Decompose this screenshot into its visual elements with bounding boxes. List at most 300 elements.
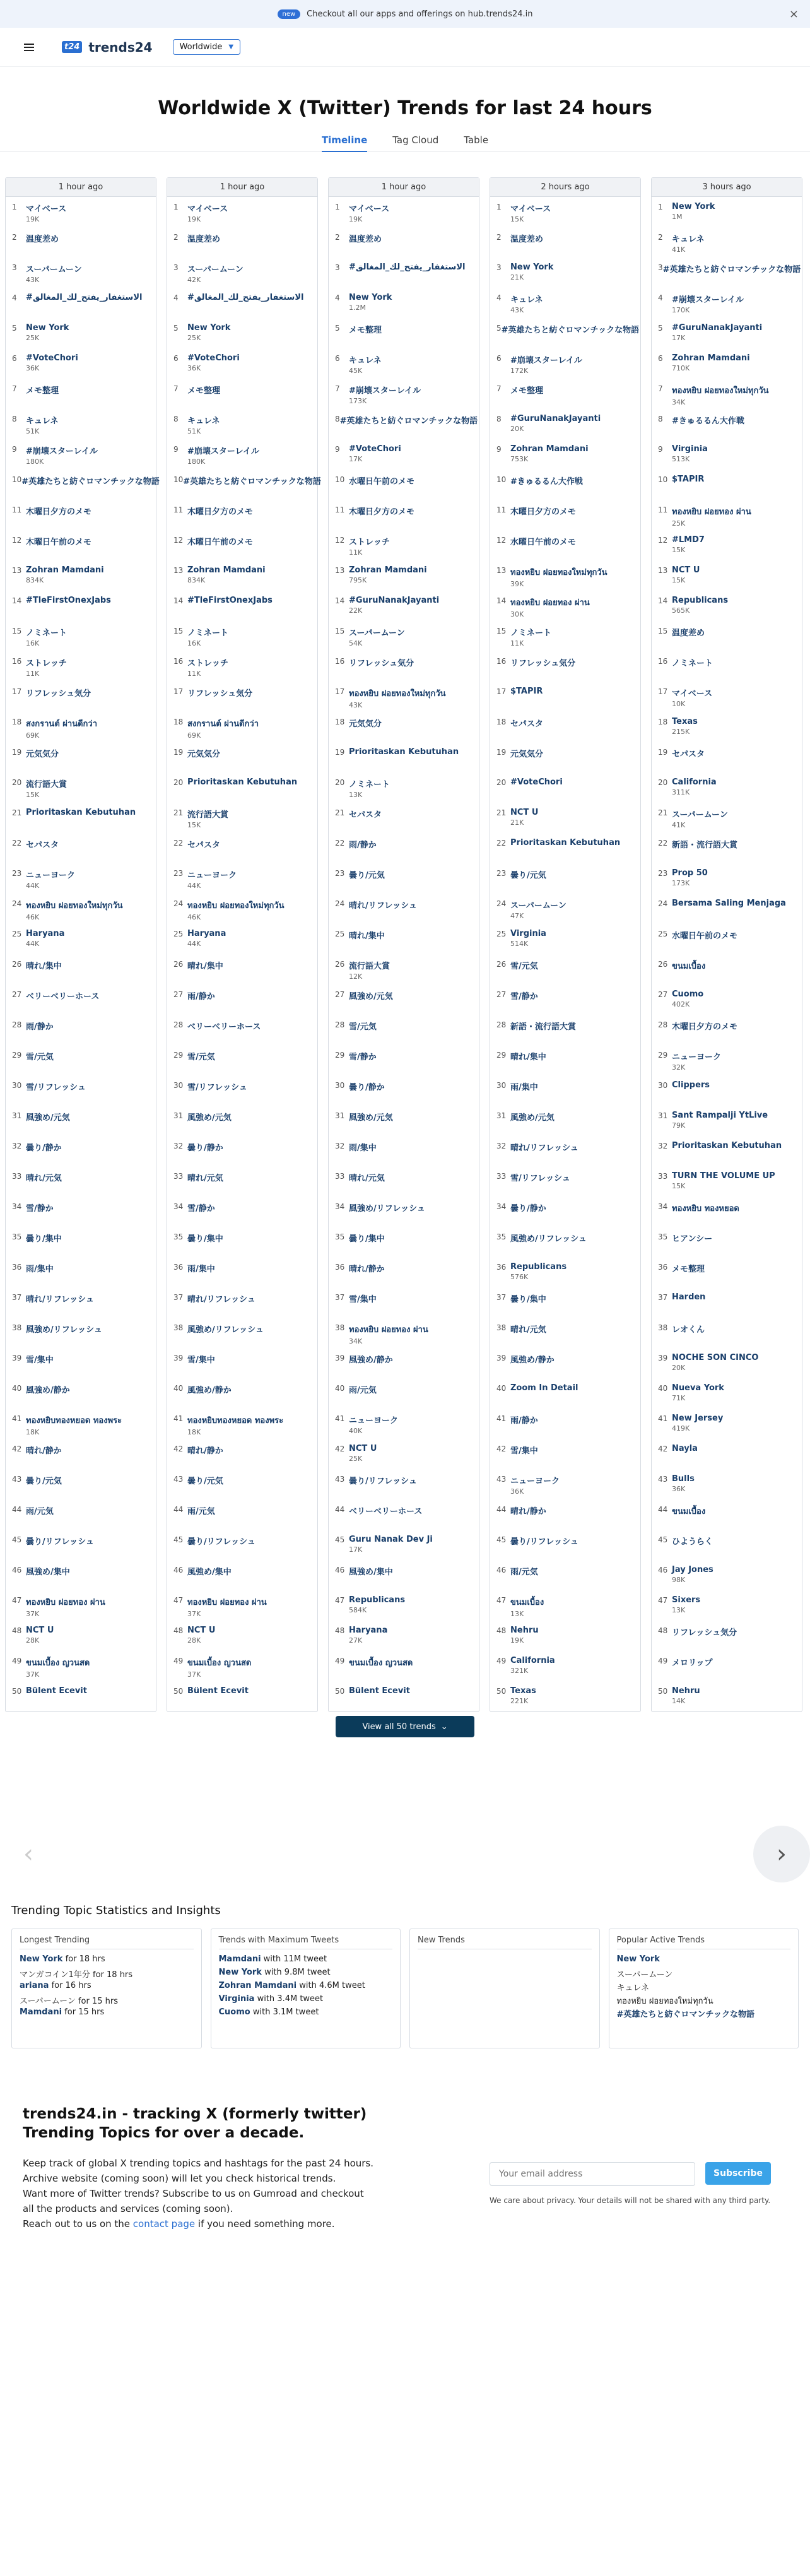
trend-link[interactable]: メモ整理 bbox=[510, 386, 544, 396]
trend-link[interactable]: New York bbox=[510, 263, 554, 272]
trend-link[interactable]: 雪/静か bbox=[349, 1053, 377, 1062]
trend-link[interactable]: セパスタ bbox=[187, 841, 221, 850]
view-all-button[interactable] bbox=[336, 1716, 474, 1737]
trend-link[interactable]: สงกรานต์ ผ่านดีกว่า bbox=[187, 719, 259, 729]
trend-link[interactable]: 雨/集中 bbox=[510, 1083, 538, 1092]
trend-link[interactable]: 晴れ/リフレッシュ bbox=[26, 1295, 94, 1304]
trend-link[interactable]: リフレッシュ気分 bbox=[349, 659, 414, 668]
trend-link[interactable]: 曇り/元気 bbox=[349, 871, 385, 880]
trend-link[interactable]: TURN THE VOLUME UP bbox=[672, 1171, 775, 1181]
trend-link[interactable]: 元気気分 bbox=[349, 719, 382, 729]
trend-link[interactable]: New York bbox=[26, 323, 69, 333]
trend-link[interactable]: 新語・流行語大賞 bbox=[672, 841, 738, 850]
trend-link[interactable]: #崩壊スターレイル bbox=[349, 386, 421, 396]
trend-link[interactable]: #崩壊スターレイル bbox=[672, 295, 744, 305]
trend-link[interactable]: New York bbox=[349, 293, 392, 302]
trend-link[interactable]: ベリーベリーホース bbox=[349, 1507, 423, 1516]
trend-link[interactable]: 雪/静か bbox=[510, 992, 538, 1001]
stat-trend-link[interactable]: Virginia bbox=[218, 1994, 255, 2004]
trend-link[interactable]: 曇り/静か bbox=[349, 1083, 385, 1092]
trend-link[interactable]: キュレネ bbox=[510, 295, 543, 305]
trend-link[interactable]: 風強め/集中 bbox=[187, 1568, 232, 1577]
stat-trend-link[interactable]: #英雄たちと紡ぐロマンチックな物語 bbox=[616, 2010, 755, 2019]
trend-link[interactable]: 雨/静か bbox=[510, 1416, 538, 1426]
trend-link[interactable]: スーパームーン bbox=[187, 265, 244, 275]
trend-link[interactable]: 曇り/集中 bbox=[510, 1295, 546, 1304]
trend-link[interactable]: 晴れ/集中 bbox=[349, 931, 385, 941]
trend-text bbox=[510, 293, 634, 318]
trend-link[interactable]: ทองหยิบ ฝอยทอง ผ่าน bbox=[187, 1598, 267, 1607]
trend-link[interactable]: 晴れ/リフレッシュ bbox=[349, 901, 417, 911]
trend-link[interactable]: Nueva York bbox=[672, 1383, 724, 1393]
trend-link[interactable]: ทองหยิบทองหยอด ทองพระ bbox=[26, 1416, 122, 1426]
trend-link[interactable]: 雪/静か bbox=[26, 1204, 54, 1214]
trend-link[interactable]: Prioritaskan Kebutuhan bbox=[26, 808, 136, 817]
trend-link[interactable]: 晴れ/集中 bbox=[187, 962, 223, 971]
trend-link[interactable]: 風強め/リフレッシュ bbox=[349, 1204, 425, 1214]
trend-link[interactable]: Nayla bbox=[672, 1444, 698, 1453]
trend-link[interactable]: 晴れ/元気 bbox=[26, 1174, 62, 1183]
trend-link[interactable]: 木曜日午前のメモ bbox=[187, 538, 254, 547]
trend-link[interactable]: NCT U bbox=[510, 808, 539, 817]
trend-link[interactable]: 雪/リフレッシュ bbox=[26, 1083, 86, 1092]
trend-link[interactable]: Clippers bbox=[672, 1080, 710, 1090]
trend-link[interactable]: 晴れ/集中 bbox=[26, 962, 62, 971]
stat-trend-link[interactable]: Mamdani bbox=[218, 1954, 261, 1964]
trend-link[interactable]: ストレッチ bbox=[26, 659, 67, 668]
trend-link[interactable]: 風強め/元気 bbox=[26, 1113, 70, 1123]
location-select[interactable] bbox=[173, 39, 240, 55]
trend-rank: 17 bbox=[173, 687, 184, 696]
trend-link[interactable]: 曇り/リフレッシュ bbox=[187, 1537, 255, 1547]
trend-link[interactable]: スーパームーン bbox=[349, 629, 405, 638]
trend-link[interactable]: 雨/静か bbox=[349, 841, 377, 850]
trend-link[interactable]: #崩壊スターレイル bbox=[26, 447, 98, 456]
trend-link[interactable]: $TAPIR bbox=[510, 687, 543, 696]
menu-icon[interactable] bbox=[24, 44, 34, 51]
trend-link[interactable]: 風強め/静か bbox=[187, 1386, 232, 1395]
trend-link[interactable]: 雨/元気 bbox=[187, 1507, 215, 1516]
trend-link[interactable]: ノミネート bbox=[349, 780, 390, 789]
trend-rank: 26 bbox=[173, 960, 184, 969]
trend-rank: 20 bbox=[173, 778, 184, 787]
trend-link[interactable]: 風強め/元気 bbox=[510, 1113, 555, 1123]
contact-page-link[interactable]: contact page bbox=[132, 2218, 196, 2230]
trend-link[interactable]: リフレッシュ気分 bbox=[187, 689, 253, 699]
trend-link[interactable]: Republicans bbox=[349, 1595, 406, 1605]
trend-link[interactable]: ノミネート bbox=[510, 629, 552, 638]
trend-link[interactable]: メモ整理 bbox=[672, 1265, 705, 1274]
trend-link[interactable]: 流行語大賞 bbox=[349, 962, 390, 971]
trend-link[interactable]: 風強め/静か bbox=[349, 1356, 393, 1365]
trend-link[interactable]: #きゅるるん大作戦 bbox=[672, 417, 744, 426]
trend-link[interactable]: #GuruNanakJayanti bbox=[672, 323, 763, 333]
trend-link[interactable]: ヒアンシー bbox=[672, 1234, 713, 1244]
trend-link[interactable]: 風強め/静か bbox=[26, 1386, 70, 1395]
trend-link[interactable]: Zohran Mamdani bbox=[187, 565, 266, 575]
trend-text bbox=[349, 293, 472, 318]
trend-link[interactable]: ニューヨーク bbox=[349, 1416, 399, 1426]
trend-link[interactable]: 晴れ/元気 bbox=[187, 1174, 223, 1183]
trend-link[interactable]: NCT U bbox=[349, 1444, 377, 1453]
trend-link[interactable]: 風強め/リフレッシュ bbox=[510, 1234, 587, 1244]
trend-link[interactable]: #英雄たちと紡ぐロマンチックな物語 bbox=[21, 477, 160, 487]
trend-link[interactable]: ขนมเบื้อง bbox=[672, 1507, 706, 1516]
trend-link[interactable]: 曇り/リフレッシュ bbox=[510, 1537, 578, 1547]
trend-link[interactable]: 曇り/元気 bbox=[510, 871, 546, 880]
trend-link[interactable]: 晴れ/静か bbox=[26, 1446, 62, 1456]
trend-link[interactable]: 木曜日夕方のメモ bbox=[26, 507, 92, 517]
trend-link[interactable]: Bülent Ecevit bbox=[349, 1686, 410, 1696]
stat-trend-link[interactable]: New York bbox=[616, 1954, 660, 1964]
trend-link[interactable]: NCT U bbox=[672, 565, 700, 575]
trend-link[interactable]: ขนมเบื้อง bbox=[510, 1598, 544, 1607]
trend-link[interactable]: #VoteChori bbox=[510, 777, 563, 787]
trend-rank: 22 bbox=[496, 839, 507, 848]
trend-link[interactable]: マイベース bbox=[510, 204, 551, 214]
trend-text bbox=[510, 777, 634, 803]
trend-link[interactable]: Republicans bbox=[510, 1262, 567, 1272]
trend-link[interactable]: ひようらく bbox=[672, 1537, 713, 1547]
trend-link[interactable]: 晴れ/リフレッシュ bbox=[187, 1295, 255, 1304]
trend-link[interactable]: 雪/集中 bbox=[187, 1356, 215, 1365]
tweet-count: 28K bbox=[187, 1636, 201, 1645]
trend-link[interactable]: Sant Rampalji YtLive bbox=[672, 1111, 768, 1120]
carousel-prev-button[interactable]: ‹ bbox=[23, 1840, 33, 1869]
trend-link[interactable]: ノミネート bbox=[187, 629, 229, 638]
trend-link[interactable]: ทองหยิบ ฝอยทองใหม่ทุกวัน bbox=[26, 901, 123, 911]
trend-link[interactable]: 温度差め bbox=[26, 235, 59, 244]
trend-link[interactable]: ทองหยิบ ทองหยอด bbox=[672, 1204, 739, 1214]
trend-link[interactable]: #VoteChori bbox=[349, 444, 401, 454]
trend-link[interactable]: #GuruNanakJayanti bbox=[510, 414, 601, 423]
trend-link[interactable]: ขนมเบื้อง bbox=[672, 962, 706, 971]
trend-link[interactable]: #きゅるるん大作戦 bbox=[510, 477, 583, 487]
tweet-count: 172K bbox=[510, 367, 529, 375]
trend-column bbox=[651, 177, 802, 1712]
logo-text[interactable]: trends24 bbox=[88, 39, 153, 55]
trend-link[interactable]: セパスタ bbox=[26, 841, 59, 850]
trend-link[interactable]: #崩壊スターレイル bbox=[187, 447, 259, 456]
trend-link[interactable]: 木曜日夕方のメモ bbox=[672, 1022, 738, 1032]
trend-link[interactable]: 晴れ/元気 bbox=[510, 1325, 546, 1335]
trend-link[interactable]: ขนมเบื้อง ญวนสด bbox=[349, 1658, 413, 1668]
trend-rank: 9 bbox=[496, 445, 502, 454]
trend-link[interactable]: Prioritaskan Kebutuhan bbox=[349, 747, 459, 757]
trend-link[interactable]: 曇り/静か bbox=[26, 1143, 62, 1153]
trend-link[interactable]: 風強め/元気 bbox=[349, 992, 393, 1001]
trend-link[interactable]: ทองหยิบ ฝอยทองใหม่ทุกวัน bbox=[187, 901, 285, 911]
stat-trend-link[interactable]: ariana bbox=[20, 1981, 49, 1990]
trend-link[interactable]: 風強め/集中 bbox=[26, 1568, 70, 1577]
trend-link[interactable]: 元気気分 bbox=[26, 750, 59, 759]
trend-link[interactable]: 雪/リフレッシュ bbox=[187, 1083, 247, 1092]
trend-link[interactable]: 温度差め bbox=[672, 629, 705, 638]
trend-link[interactable]: Harden bbox=[672, 1292, 706, 1302]
trend-link[interactable]: 雨/元気 bbox=[510, 1568, 538, 1577]
trend-link[interactable]: 雪/元気 bbox=[26, 1053, 54, 1062]
trend-link[interactable]: ベリーベリーホース bbox=[187, 1022, 261, 1032]
trend-link[interactable]: New York bbox=[672, 202, 715, 211]
trend-link[interactable]: 晴れ/静か bbox=[187, 1446, 223, 1456]
trend-link[interactable]: NCT U bbox=[187, 1626, 216, 1635]
trend-link[interactable]: New York bbox=[187, 323, 231, 333]
trend-link[interactable]: Texas bbox=[510, 1686, 536, 1696]
trend-link[interactable]: キュレネ bbox=[187, 417, 220, 426]
trend-link[interactable]: ニューヨーク bbox=[26, 871, 76, 880]
trend-link[interactable]: 木曜日夕方のメモ bbox=[510, 507, 577, 517]
trend-link[interactable]: 温度差め bbox=[349, 235, 382, 244]
trend-link[interactable]: マイベース bbox=[672, 689, 713, 699]
trend-link[interactable]: NCT U bbox=[26, 1626, 54, 1635]
trend-link[interactable]: ノミネート bbox=[672, 659, 713, 668]
trend-link[interactable]: 元気気分 bbox=[510, 750, 544, 759]
trend-link[interactable]: 温度差め bbox=[510, 235, 544, 244]
trend-rank: 44 bbox=[496, 1505, 507, 1514]
view-tabs bbox=[0, 134, 810, 152]
trend-link[interactable]: 曇り/集中 bbox=[26, 1234, 62, 1244]
trend-link[interactable]: キュレネ bbox=[349, 356, 382, 365]
close-icon[interactable]: × bbox=[789, 8, 799, 21]
trend-link[interactable]: #TleFirstOnexJabs bbox=[187, 596, 273, 605]
stat-trend-link[interactable]: New York bbox=[218, 1968, 262, 1977]
trend-link[interactable]: スーパームーン bbox=[26, 265, 82, 275]
trend-link[interactable]: セパスタ bbox=[349, 810, 382, 820]
email-field[interactable] bbox=[490, 2162, 695, 2186]
trend-text bbox=[26, 1474, 150, 1499]
trend-link[interactable]: Prop 50 bbox=[672, 868, 708, 878]
trend-link[interactable]: ニューヨーク bbox=[187, 871, 237, 880]
trend-link[interactable]: $TAPIR bbox=[672, 475, 705, 484]
trend-link[interactable]: 晴れ/静か bbox=[510, 1507, 546, 1516]
tweet-count: 1M bbox=[672, 213, 683, 221]
trend-item bbox=[490, 772, 640, 803]
trend-link[interactable]: 風強め/集中 bbox=[349, 1568, 393, 1577]
trend-link[interactable]: Texas bbox=[672, 717, 698, 726]
trend-link[interactable]: 曇り/静か bbox=[187, 1143, 223, 1153]
trend-link[interactable]: スーパームーン bbox=[510, 901, 566, 911]
trend-link[interactable]: Zohran Mamdani bbox=[26, 565, 104, 575]
trend-link[interactable]: สงกรานต์ ผ่านดีกว่า bbox=[26, 719, 98, 729]
trend-link[interactable]: Zoom In Detail bbox=[510, 1383, 578, 1393]
trend-link[interactable]: Virginia bbox=[672, 444, 708, 454]
trend-link[interactable]: メモ整理 bbox=[26, 386, 59, 396]
trend-link[interactable]: ストレッチ bbox=[349, 538, 390, 547]
trend-link[interactable]: 雪/元気 bbox=[510, 962, 538, 971]
trend-link[interactable]: キュレネ bbox=[26, 417, 59, 426]
trend-link[interactable]: 曇り/静か bbox=[510, 1204, 546, 1214]
trend-link[interactable]: 雪/リフレッシュ bbox=[510, 1174, 570, 1183]
trend-link[interactable]: 雨/元気 bbox=[26, 1507, 54, 1516]
trend-link[interactable]: 雪/集中 bbox=[349, 1295, 377, 1304]
trend-link[interactable]: ニューヨーク bbox=[672, 1053, 722, 1062]
trend-link[interactable]: 曇り/集中 bbox=[349, 1234, 385, 1244]
trend-link[interactable]: 雨/集中 bbox=[349, 1143, 377, 1153]
trend-link[interactable]: 曇り/元気 bbox=[187, 1477, 223, 1486]
trend-link[interactable]: #الاستغفار_يفتح_لك_المغالق bbox=[187, 293, 304, 302]
trend-link[interactable]: Zohran Mamdani bbox=[510, 444, 589, 454]
trend-link[interactable]: メロリップ bbox=[672, 1658, 713, 1668]
trend-link[interactable]: Nehru bbox=[510, 1626, 539, 1635]
trend-link[interactable]: 木曜日夕方のメモ bbox=[187, 507, 254, 517]
trend-link[interactable]: レオくん bbox=[672, 1325, 705, 1335]
trend-link[interactable]: 雨/集中 bbox=[26, 1265, 54, 1274]
trend-link[interactable]: 晴れ/リフレッシュ bbox=[510, 1143, 578, 1153]
trend-link[interactable]: 曇り/リフレッシュ bbox=[26, 1537, 94, 1547]
trend-rank: 39 bbox=[173, 1354, 184, 1362]
tab-timeline[interactable]: Timeline bbox=[322, 134, 367, 152]
trend-link[interactable]: 元気気分 bbox=[187, 750, 221, 759]
trend-link[interactable]: 晴れ/元気 bbox=[349, 1174, 385, 1183]
trend-link[interactable]: Republicans bbox=[672, 596, 729, 605]
trend-link[interactable]: 雪/元気 bbox=[349, 1022, 377, 1032]
trend-link[interactable]: リフレッシュ気分 bbox=[510, 659, 576, 668]
trend-link[interactable]: セパスタ bbox=[672, 750, 705, 759]
trend-link[interactable]: 雨/静か bbox=[26, 1022, 54, 1032]
trend-link[interactable]: #英雄たちと紡ぐロマンチックな物語 bbox=[339, 417, 478, 426]
trend-link[interactable]: Prioritaskan Kebutuhan bbox=[187, 777, 298, 787]
banner-text[interactable]: Checkout all our apps and offerings on hub.trends24.in bbox=[307, 9, 533, 19]
trend-link[interactable]: 流行語大賞 bbox=[187, 810, 229, 820]
trend-link[interactable]: 流行語大賞 bbox=[26, 780, 68, 789]
trend-link[interactable]: ทองหยิบ ฝอยทอง ผ่าน bbox=[349, 1325, 428, 1335]
trend-item bbox=[167, 833, 317, 863]
trend-link[interactable]: Guru Nanak Dev Ji bbox=[349, 1535, 433, 1544]
trend-link[interactable]: 温度差め bbox=[187, 235, 221, 244]
trend-link[interactable]: #الاستغفار_يفتح_لك_المغالق bbox=[349, 263, 466, 272]
trend-link[interactable]: 水曜日午前のメモ bbox=[349, 477, 415, 487]
trend-link[interactable]: Haryana bbox=[187, 929, 226, 938]
trend-link[interactable]: マイベース bbox=[26, 204, 67, 214]
trend-link[interactable]: #VoteChori bbox=[26, 353, 78, 363]
trend-link[interactable]: Bersama Saling Menjaga bbox=[672, 899, 786, 908]
trend-link[interactable]: 風強め/元気 bbox=[187, 1113, 232, 1123]
trend-link[interactable]: ทองหยิบ ฝอยทอง ผ่าน bbox=[672, 507, 751, 517]
trend-rank: 9 bbox=[335, 445, 340, 454]
trend-link[interactable]: ทองหยิบ ฝอยทองใหม่ทุกวัน bbox=[672, 386, 769, 396]
trend-text bbox=[187, 656, 311, 682]
trend-link[interactable]: ทองหยิบ ฝอยทอง ผ่าน bbox=[510, 598, 590, 608]
trend-link[interactable]: Prioritaskan Kebutuhan bbox=[672, 1141, 782, 1150]
trend-link[interactable]: Nehru bbox=[672, 1686, 700, 1696]
trend-link[interactable]: 雨/静か bbox=[187, 992, 215, 1001]
stat-trend-link[interactable]: New York bbox=[20, 1954, 63, 1964]
trend-link[interactable]: #LMD7 bbox=[672, 535, 705, 545]
trend-link[interactable]: #TleFirstOnexJabs bbox=[26, 596, 111, 605]
trend-link[interactable]: 雪/静か bbox=[187, 1204, 215, 1214]
trend-link[interactable]: 木曜日夕方のメモ bbox=[349, 507, 415, 517]
trend-link[interactable]: 雪/元気 bbox=[187, 1053, 215, 1062]
trend-rank: 5 bbox=[658, 324, 663, 333]
trend-link[interactable]: セパスタ bbox=[510, 719, 544, 729]
trend-link[interactable]: Zohran Mamdani bbox=[672, 353, 750, 363]
trend-link[interactable]: Bulls bbox=[672, 1474, 695, 1484]
trend-item bbox=[6, 1318, 156, 1348]
trend-link[interactable]: 雨/元気 bbox=[349, 1386, 377, 1395]
trend-link[interactable]: NOCHE SON CINCO bbox=[672, 1353, 759, 1362]
trend-link[interactable]: 雨/集中 bbox=[187, 1265, 215, 1274]
trend-link[interactable]: Sixers bbox=[672, 1595, 701, 1605]
tab-table[interactable]: Table bbox=[464, 134, 489, 146]
tab-tag-cloud[interactable]: Tag Cloud bbox=[392, 134, 439, 146]
trend-link[interactable]: Cuomo bbox=[672, 990, 704, 999]
trend-link[interactable]: 曇り/リフレッシュ bbox=[349, 1477, 417, 1486]
carousel-next-button[interactable]: › bbox=[753, 1826, 810, 1882]
trend-link[interactable]: #GuruNanakJayanti bbox=[349, 596, 440, 605]
subscribe-button[interactable]: Subscribe bbox=[705, 2162, 771, 2185]
trend-link[interactable]: Bülent Ecevit bbox=[187, 1686, 249, 1696]
trend-link[interactable]: Prioritaskan Kebutuhan bbox=[510, 838, 621, 848]
trend-link[interactable]: California bbox=[672, 777, 717, 787]
trend-link[interactable]: リフレッシュ気分 bbox=[672, 1628, 737, 1638]
trend-link[interactable]: Haryana bbox=[349, 1626, 388, 1635]
trend-link[interactable]: #英雄たちと紡ぐロマンチックな物語 bbox=[662, 265, 801, 275]
trend-link[interactable]: ทองหยิบ ฝอยทอง ผ่าน bbox=[26, 1598, 105, 1607]
trend-link[interactable]: ขนมเบื้อง ญวนสด bbox=[187, 1658, 252, 1668]
trend-link[interactable]: 新語・流行語大賞 bbox=[510, 1022, 577, 1032]
trend-link[interactable]: 曇り/元気 bbox=[26, 1477, 62, 1486]
trend-link[interactable]: Haryana bbox=[26, 929, 65, 938]
trend-link[interactable]: Bülent Ecevit bbox=[26, 1686, 87, 1696]
trend-link[interactable]: California bbox=[510, 1656, 555, 1665]
trend-link[interactable]: 雪/集中 bbox=[510, 1446, 538, 1456]
trend-link[interactable]: ベリーベリーホース bbox=[26, 992, 100, 1001]
trend-link[interactable]: Virginia bbox=[510, 929, 546, 938]
trend-link[interactable]: ขนมเบื้อง ญวนสด bbox=[26, 1658, 90, 1668]
trend-link[interactable]: キュレネ bbox=[672, 235, 705, 244]
trend-link[interactable]: ทองหยิบ ฝอยทองใหม่ทุกวัน bbox=[349, 689, 446, 699]
trend-link[interactable]: 木曜日午前のメモ bbox=[26, 538, 92, 547]
trend-link[interactable]: 水曜日午前のメモ bbox=[510, 538, 577, 547]
tweet-count: 710K bbox=[672, 364, 690, 372]
trend-link[interactable]: ทองหยิบทองหยอด ทองพระ bbox=[187, 1416, 284, 1426]
stat-trend-link[interactable]: Mamdani bbox=[20, 2007, 62, 2017]
trend-link[interactable]: スーパームーン bbox=[672, 810, 728, 820]
trend-link[interactable]: #英雄たちと紡ぐロマンチックな物語 bbox=[183, 477, 321, 487]
trend-link[interactable]: #الاستغفار_يفتح_لك_المغالق bbox=[26, 293, 143, 302]
stat-trend-link[interactable]: Cuomo bbox=[218, 2007, 250, 2017]
trend-link[interactable]: 雪/集中 bbox=[26, 1356, 54, 1365]
trend-link[interactable]: New Jersey bbox=[672, 1414, 724, 1423]
trend-link[interactable]: 晴れ/静か bbox=[349, 1265, 385, 1274]
trend-link[interactable]: #VoteChori bbox=[187, 353, 240, 363]
stat-trend-link[interactable]: Zohran Mamdani bbox=[218, 1981, 297, 1990]
trend-link[interactable]: ノミネート bbox=[26, 629, 68, 638]
trend-link[interactable]: 曇り/集中 bbox=[187, 1234, 223, 1244]
trend-link[interactable]: メモ整理 bbox=[187, 386, 221, 396]
trend-link[interactable]: #英雄たちと紡ぐロマンチックな物語 bbox=[501, 326, 640, 335]
trend-link[interactable]: ทองหยิบ ฝอยทองใหม่ทุกวัน bbox=[510, 568, 608, 577]
trend-link[interactable]: 風強め/静か bbox=[510, 1356, 555, 1365]
trend-link[interactable]: ニューヨーク bbox=[510, 1477, 560, 1486]
trend-link[interactable]: Zohran Mamdani bbox=[349, 565, 427, 575]
trend-link[interactable]: #崩壊スターレイル bbox=[510, 356, 582, 365]
trend-link[interactable]: 晴れ/集中 bbox=[510, 1053, 546, 1062]
trend-link[interactable]: Jay Jones bbox=[672, 1565, 713, 1575]
carousel bbox=[0, 1737, 810, 1876]
trend-link[interactable]: メモ整理 bbox=[349, 326, 382, 335]
trend-link[interactable]: マイベース bbox=[187, 204, 228, 214]
trend-item bbox=[490, 1590, 640, 1621]
trend-link[interactable]: ストレッチ bbox=[187, 659, 228, 668]
trend-link[interactable]: 風強め/元気 bbox=[349, 1113, 393, 1123]
trend-link[interactable]: 風強め/リフレッシュ bbox=[187, 1325, 264, 1335]
logo-badge[interactable]: t24 bbox=[62, 41, 82, 53]
trend-link[interactable]: リフレッシュ気分 bbox=[26, 689, 91, 699]
trend-link[interactable]: マイベース bbox=[349, 204, 390, 214]
trend-link[interactable]: 水曜日午前のメモ bbox=[672, 931, 738, 941]
trend-link[interactable]: 風強め/リフレッシュ bbox=[26, 1325, 102, 1335]
